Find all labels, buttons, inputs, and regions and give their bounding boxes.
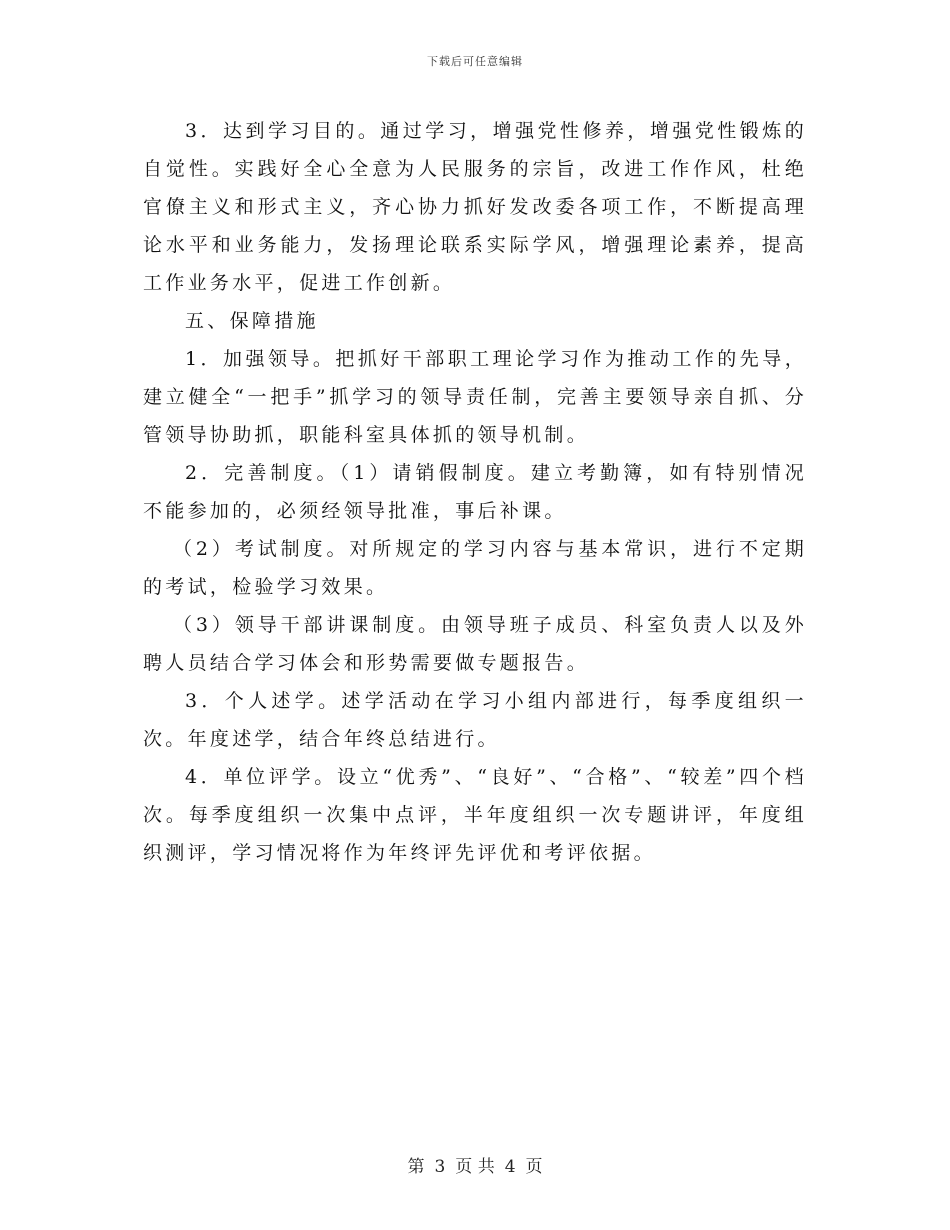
page-number-footer — [0, 1152, 950, 1177]
section-heading-safeguards: 五、保障措施 — [185, 310, 319, 332]
page-header-note: 下载后可任意编辑 — [427, 55, 523, 68]
footer-prefix: 第 — [407, 1157, 425, 1177]
footer-suffix: 页 — [525, 1157, 543, 1177]
footer-middle: 页 共 — [455, 1157, 495, 1177]
paragraph-leadership: 1．加强领导。把抓好干部职工理论学习作为推动工作的先导，建立健全“一把手”抓学习的领导责任制，完善主要领导亲自抓、分管领导协助抓，职能科室具体抓的领导机制。 — [143, 348, 807, 446]
paragraph-system-leave: 2．完善制度。（1）请销假制度。建立考勤簿，如有特别情况不能参加的，必须经领导批准，事后补课。 — [143, 462, 807, 522]
paragraph-personal-report: 3．个人述学。述学活动在学习小组内部进行，每季度组织一次。年度述学，结合年终总结进行。 — [143, 690, 807, 750]
paragraph-study-goal: 3．达到学习目的。通过学习，增强党性修养，增强党性锻炼的自觉性。实践好全心全意为人民服务的宗旨，改进工作作风，杜绝官僚主义和形式主义，齐心协力抓好发改委各项工作，不断提高理论水平和业务能力，发扬理论联系实际学风，增强理论素养，提高工作业务水平，促进工作创新。 — [143, 120, 807, 294]
paragraph-unit-evaluation: 4．单位评学。设立“优秀”、“良好”、“合格”、“较差”四个档次。每季度组织一次集中点评，半年度组织一次专题讲评，年度组织测评，学习情况将作为年终评先评优和考评依据。 — [143, 766, 807, 864]
paragraph-lecture-system: （3）领导干部讲课制度。由领导班子成员、科室负责人以及外聘人员结合学习体会和形势需要做专题报告。 — [143, 614, 807, 674]
footer-current-page: 3 — [434, 1157, 446, 1177]
footer-total-pages: 4 — [504, 1157, 516, 1177]
document-body — [143, 112, 807, 872]
paragraph-exam-system: （2）考试制度。对所规定的学习内容与基本常识，进行不定期的考试，检验学习效果。 — [143, 538, 807, 598]
